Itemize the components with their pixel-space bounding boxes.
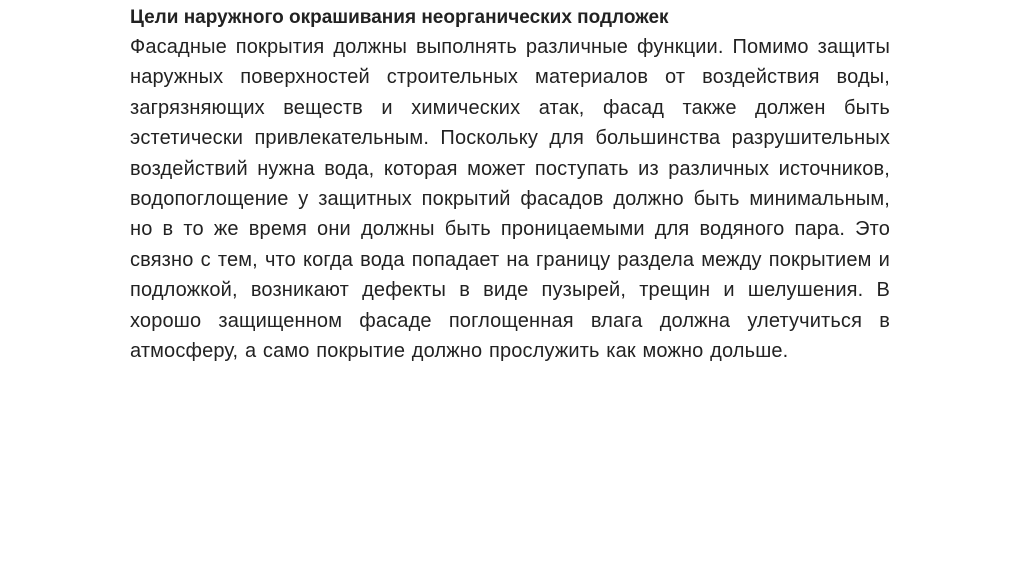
text-block: [130, 4, 890, 366]
body-paragraph: Фасадные покрытия должны выполнять различные функции. Помимо защиты наружных поверхностей строительных материалов от воздействия воды, загрязняющих веществ и химических атак, фасад также должен быть эстетически привлекательным. Поскольку для большинства разрушительных воздействий нужна вода, которая может поступать из различных источников, водопоглощение у защитных покрытий фасадов должно быть минимальным, но в то же время они должны быть проницаемыми для водяного пара. Это связно с тем, что когда вода попадает на границу раздела между покрытием и подложкой, возникают дефекты в виде пузырей, трещин и шелушения. В хорошо защищенном фасаде поглощенная влага должна улетучиться в атмосферу, а само покрытие должно прослужить как можно дольше.: [130, 36, 890, 363]
heading: Цели наружного окрашивания неорганических подложек: [130, 7, 669, 28]
